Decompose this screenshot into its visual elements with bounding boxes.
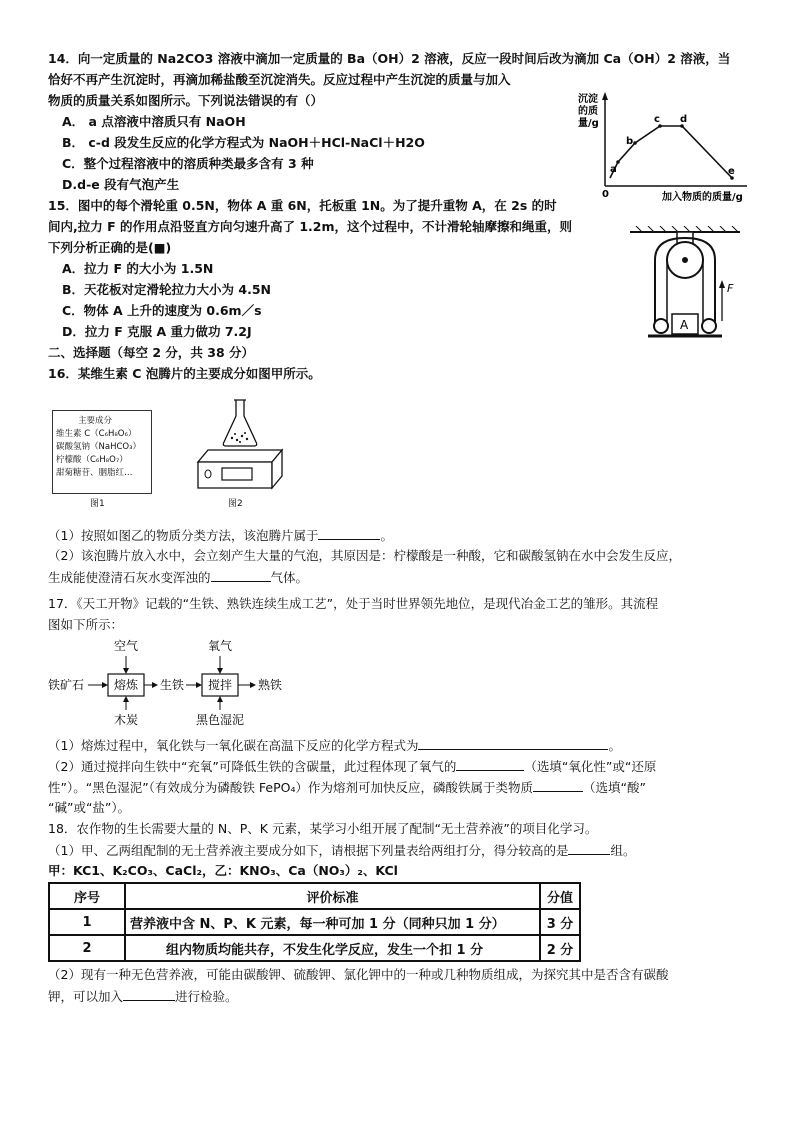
q15-line2: 间内,拉力 F 的作用点沿竖直方向匀速升高了 1.2m，这个过程中，不计滑轮轴摩擦和绳重，则 [48, 219, 573, 234]
q17-sub1-end: 。 [608, 738, 621, 753]
ingredient-box [52, 410, 152, 494]
flow-oxygen: 氧气 [208, 639, 233, 653]
label-c: c [654, 114, 660, 125]
q15-option-d: D．拉力 F 克服 A 重力做功 7.2J [62, 324, 252, 339]
table-row [49, 935, 580, 961]
row2-score: 2 分 [540, 935, 580, 961]
q17-sub1 [48, 735, 621, 756]
table-header-row [49, 883, 580, 909]
q18-sub1-text: （1）甲、乙两组配制的无土营养液主要成分如下，请根据下列量表给两组打分，得分较高的是 [48, 843, 569, 858]
q18-line1: 18．农作物的生长需要大量的 N、P、K 元素，某学习小组开展了配制“无土营养液”的项目化学习。 [48, 821, 598, 836]
arrow-charcoal [123, 696, 129, 702]
q14-line2: 恰好不再产生沉淀时，再滴加稀盐酸至沉淀消失。反应过程中产生沉淀的质量与加入 [48, 72, 511, 87]
q16-sub1-text: （1）按照如图乙的物质分类方法，该泡腾片属于 [48, 528, 319, 543]
label-b: b [626, 136, 634, 147]
q14-option-c: C．整个过程溶液中的溶质种类最多含有 3 种 [62, 156, 314, 171]
q18-sub2-text: 钾，可以加入 [48, 989, 124, 1004]
q15-pulley-figure [630, 226, 740, 346]
fig2-caption: 图2 [228, 499, 243, 509]
arrow-oxygen [217, 668, 223, 674]
q15-line1: 15．图中的每个滑轮重 0.5N，物体 A 重 6N，托板重 1N。为了提升重物 A，在 2s 的时 [48, 198, 557, 213]
q18-sub1 [48, 840, 635, 861]
ingredient-others: 甜菊糖苷、胭脂红… [56, 468, 133, 478]
header-criteria: 评价标准 [125, 883, 540, 909]
row2-criteria: 组内物质均能共存，不发生化学反应，发生一个扣 1 分 [125, 935, 540, 961]
flow-black-mud: 黑色湿泥 [196, 713, 245, 727]
q16-sub1-end: 。 [380, 528, 393, 543]
q17-sub2-line3: “碱”或“盐”）。 [48, 800, 131, 815]
flow-air: 空气 [114, 639, 139, 653]
q17-sub2-text: （2）通过搅拌向生铁中“充氧”可降低生铁的含碳量，此过程体现了氧气的 [48, 759, 457, 774]
q17-sub2-line1 [48, 756, 656, 777]
point-b [633, 141, 637, 145]
force-arrow-head [719, 280, 725, 288]
q14-line1: 14．向一定质量的 Na2CO3 溶液中滴加一定质量的 Ba（OH）2 溶液，反应一段时间后改为滴加 Ca（OH）2 溶液，当 [48, 51, 731, 66]
q15-option-a: A．拉力 F 的大小为 1.5N [62, 261, 214, 276]
arrow-stir [250, 682, 256, 688]
label-d: d [680, 114, 688, 125]
ingredient-citric-acid: 柠檬酸（C₆H₈O₇） [56, 455, 128, 465]
table-row [49, 909, 580, 935]
q17-line1: 17．《天工开物》记载的“生铁、熟铁连续生成工艺”，处于当时世界领先地位，是现代冶金工艺的雏形。其流程 [48, 596, 659, 611]
row1-number: 1 [49, 909, 125, 935]
q14-option-b: B． c-d 段发生反应的化学方程式为 NaOH＋HCl-NaCl＋H2O [62, 135, 425, 150]
precipitate-curve [610, 126, 732, 178]
q18-answer-blank-1[interactable] [568, 840, 610, 855]
label-e: e [728, 166, 735, 177]
flask-icon [223, 400, 256, 446]
q16-answer-blank-1[interactable] [318, 525, 380, 540]
q16-answer-blank-2[interactable] [211, 567, 271, 582]
force-label: F [727, 282, 734, 295]
q16-sub2-end: 气体。 [270, 570, 309, 585]
pulley-axle [682, 257, 688, 263]
x-label: 加入物质的质量/g [662, 192, 743, 203]
arrow-pig [196, 682, 202, 688]
q17-answer-blank-1[interactable] [418, 735, 608, 750]
ingredient-vitamin-c: 维生素 C（C₆H₈O₆） [56, 429, 137, 439]
object-a-label: A [680, 318, 689, 332]
q18-sub1-end: 组。 [610, 843, 636, 858]
fig1-caption: 图1 [90, 499, 105, 509]
iron-process-flowchart [46, 636, 306, 730]
y-label-2: 的质 [578, 106, 598, 117]
flow-wrought-iron: 熟铁 [258, 678, 283, 692]
flow-smelt: 熔炼 [114, 678, 139, 692]
header-score: 分值 [540, 883, 580, 909]
q18-sub2-line1: （2）现有一种无色营养液，可能由碳酸钾、硫酸钾、氯化钾中的一种或几种物质组成，为探究其中是否含有碳酸 [48, 967, 669, 982]
flow-ore: 铁矿石 [48, 678, 85, 692]
arrow-air [123, 668, 129, 674]
arrow-ore [102, 682, 108, 688]
q14-option-a: A． a 点溶液中溶质只有 NaOH [62, 114, 246, 129]
q16-sub2-line2 [48, 567, 308, 588]
q18-answer-blank-2[interactable] [123, 986, 175, 1001]
q17-sub2-choice: （选填“氧化性”或“还原 [524, 759, 657, 774]
row2-number: 2 [49, 935, 125, 961]
evaluation-table [48, 882, 581, 962]
row1-score: 3 分 [540, 909, 580, 935]
origin-label: 0 [602, 189, 609, 200]
arrow-smelt [152, 682, 158, 688]
q17-sub2-line2 [48, 777, 646, 798]
flow-stir: 搅拌 [208, 678, 233, 692]
y-axis-arrow [602, 92, 608, 100]
q17-sub1-text: （1）熔炼过程中，氧化铁与一氧化碳在高温下反应的化学方程式为 [48, 738, 419, 753]
q17-answer-blank-3[interactable] [533, 777, 583, 792]
flow-charcoal: 木炭 [114, 713, 139, 727]
scale-display [222, 468, 252, 480]
section-2-title: 二、选择题（每空 2 分，共 38 分） [48, 345, 255, 360]
q15-line3: 下列分析正确的是(■) [48, 240, 172, 255]
q17-answer-blank-2[interactable] [456, 756, 524, 771]
ingredient-sodium-bicarbonate: 碳酸氢钠（NaHCO₃） [56, 442, 141, 452]
q14-option-d: D.d-e 段有气泡产生 [62, 177, 180, 192]
q16-sub2-line1: （2）该泡腾片放入水中，会立刻产生大量的气泡，其原因是：柠檬酸是一种酸，它和碳酸氢钠在水中会发生反应， [48, 548, 681, 563]
beaker-on-scale [190, 398, 290, 498]
y-label-3: 量/g [578, 118, 599, 129]
movable-pulley-left [654, 319, 668, 333]
arrow-mud [217, 696, 223, 702]
q16-sub2-text: 生成能使澄清石灰水变浑浊的 [48, 570, 211, 585]
q17-sub2-choice2: （选填“酸” [583, 780, 646, 795]
q14-line3: 物质的质量关系如图所示。下列说法错误的有（） [48, 93, 324, 108]
q18-sub2-end: 进行检验。 [175, 989, 238, 1004]
y-label-1: 沉淀 [578, 94, 598, 105]
flow-pig-iron: 生铁 [160, 678, 185, 692]
q17-sub2-text2: 性”）。“黑色湿泥”（有效成分为磷酸铁 FePO₄）作为熔剂可加快反应，磷酸铁属于类物质 [48, 780, 533, 795]
ingredient-box-title: 主要成分 [78, 416, 113, 426]
scale-top [198, 450, 282, 462]
q17-line2: 图如下所示： [48, 617, 124, 632]
q14-precipitate-graph [572, 88, 752, 206]
q15-option-b: B．天花板对定滑轮拉力大小为 4.5N [62, 282, 271, 297]
q15-option-c: C．物体 A 上升的速度为 0.6m／s [62, 303, 262, 318]
q18-groups: 甲：KC1、K₂CO₃、CaCl₂，乙：KNO₃、Ca（NO₃）₂、KCl [48, 863, 398, 878]
q16-line1: 16．某维生素 C 泡腾片的主要成分如图甲所示。 [48, 366, 321, 381]
q18-sub2-line2 [48, 986, 238, 1007]
q16-sub1 [48, 525, 393, 546]
label-a: a [610, 164, 617, 175]
movable-pulley-right [702, 319, 716, 333]
row1-criteria: 营养液中含 N、P、K 元素，每一种可加 1 分（同种只加 1 分） [125, 909, 540, 935]
header-number: 序号 [49, 883, 125, 909]
